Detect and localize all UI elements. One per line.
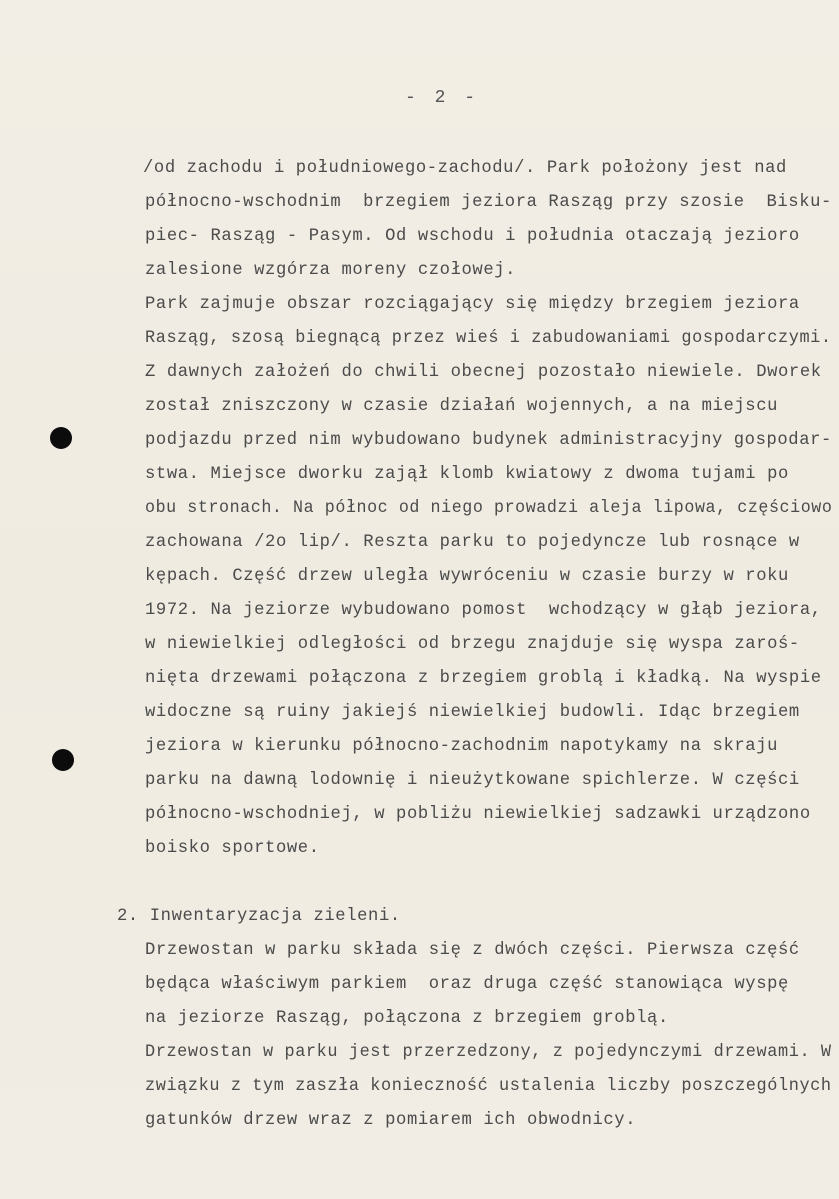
text-line: podjazdu przed nim wybudowano budynek administracyjny gospodar-	[145, 431, 832, 450]
text-line: stwa. Miejsce dworku zajął klomb kwiatowy z dwoma tujami po	[145, 465, 789, 484]
text-line: Park zajmuje obszar rozciągający się między brzegiem jeziora	[145, 295, 800, 314]
text-line: Drzewostan w parku jest przerzedzony, z pojedynczymi drzewami. W	[145, 1043, 832, 1062]
text-line: boisko sportowe.	[145, 839, 320, 858]
text-line: /od zachodu i południowego-zachodu/. Park położony jest nad	[143, 159, 787, 178]
punch-hole	[50, 427, 72, 449]
page-number: - 2 -	[405, 88, 480, 108]
text-line: widoczne są ruiny jakiejś niewielkiej budowli. Idąc brzegiem	[145, 703, 800, 722]
text-line: gatunków drzew wraz z pomiarem ich obwodnicy.	[145, 1111, 637, 1130]
text-line: Z dawnych założeń do chwili obecnej pozostało niewiele. Dworek	[145, 363, 822, 382]
text-line: 1972. Na jeziorze wybudowano pomost wchodzący w głąb jeziora,	[145, 601, 822, 620]
punch-hole	[52, 749, 74, 771]
text-line: na jeziorze Rasząg, połączona z brzegiem groblą.	[145, 1009, 669, 1028]
section-heading: 2. Inwentaryzacja zieleni.	[117, 907, 401, 926]
text-line: parku na dawną lodownię i nieużytkowane spichlerze. W części	[145, 771, 800, 790]
text-line: północno-wschodniej, w pobliżu niewielkiej sadzawki urządzono	[145, 805, 811, 824]
text-line: piec- Rasząg - Pasym. Od wschodu i południa otaczają jezioro	[145, 227, 800, 246]
text-line: zachowana /2o lip/. Reszta parku to pojedyncze lub rosnące w	[145, 533, 800, 552]
text-line: kępach. Część drzew uległa wywróceniu w czasie burzy w roku	[145, 567, 789, 586]
text-line: w niewielkiej odległości od brzegu znajduje się wyspa zaroś-	[145, 635, 800, 654]
text-line: północno-wschodnim brzegiem jeziora Rasząg przy szosie Bisku-	[145, 193, 832, 212]
text-line: Drzewostan w parku składa się z dwóch części. Pierwsza część	[145, 941, 800, 960]
text-line: związku z tym zaszła konieczność ustalenia liczby poszczególnych	[145, 1077, 832, 1096]
text-line: nięta drzewami połączona z brzegiem groblą i kładką. Na wyspie	[145, 669, 822, 688]
text-line: został zniszczony w czasie działań wojennych, a na miejscu	[145, 397, 779, 416]
text-line: będąca właściwym parkiem oraz druga część stanowiąca wyspę	[145, 975, 789, 994]
text-line: zalesione wzgórza moreny czołowej.	[145, 261, 517, 280]
text-line: jeziora w kierunku północno-zachodnim napotykamy na skraju	[145, 737, 779, 756]
text-line: obu stronach. Na północ od niego prowadzi aleja lipowa, częściowo	[145, 499, 833, 518]
text-line: Rasząg, szosą biegnącą przez wieś i zabudowaniami gospodarczymi.	[145, 329, 832, 348]
